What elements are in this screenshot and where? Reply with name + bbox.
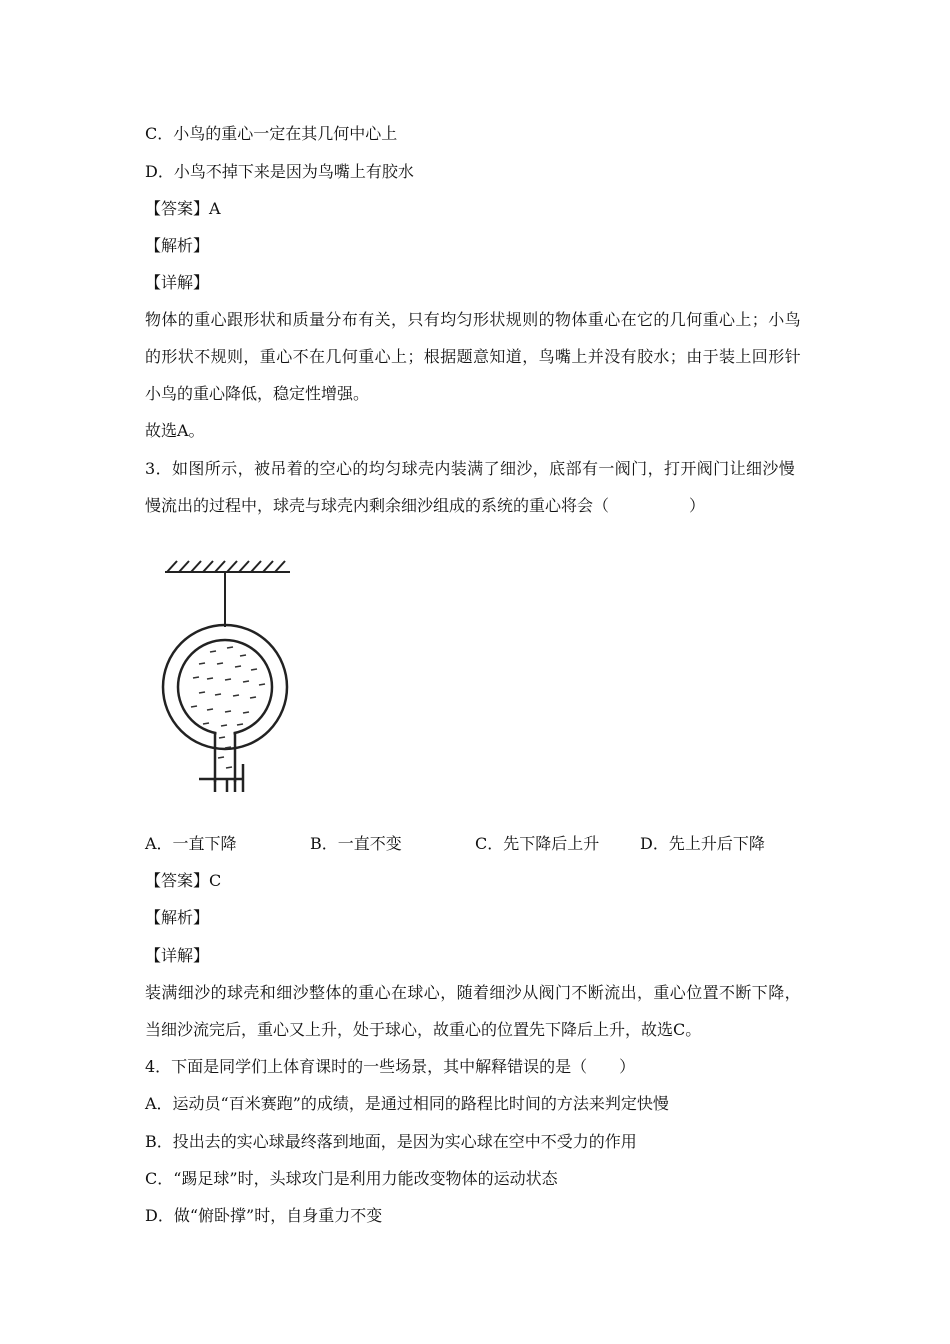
q3-option-d: D．先上升后下降: [640, 834, 765, 853]
explanation-line: 物体的重心跟形状和质量分布有关，只有均匀形状规则的物体重心在它的几何重心上；小鸟: [145, 310, 802, 329]
analysis-label: 【解析】: [145, 236, 210, 255]
valve-pipe: [215, 732, 235, 782]
q3-option-b: B．一直不变: [310, 834, 402, 853]
detail-label: 【详解】: [145, 273, 210, 292]
explanation-line: 的形状不规则，重心不在几何重心上；根据题意知道，鸟嘴上并没有胶水；由于装上回形针: [145, 347, 802, 366]
q3-detail-label: 【详解】: [145, 946, 210, 965]
q3-option-c: C．先下降后上升: [475, 834, 600, 853]
q3-answer-label: 【答案】C: [145, 871, 222, 890]
q4-option-b: B．投出去的实心球最终落到地面，是因为实心球在空中不受力的作用: [145, 1132, 637, 1151]
option-d: D．小鸟不掉下来是因为鸟嘴上有胶水: [145, 162, 414, 181]
q3-explanation-line: 装满细沙的球壳和细沙整体的重心在球心，随着细沙从阀门不断流出，重心位置不断下降，: [145, 983, 802, 1002]
sand-sphere-diagram: [155, 552, 305, 797]
q4-option-a: A．运动员“百米赛跑”的成绩，是通过相同的路程比时间的方法来判定快慢: [145, 1094, 669, 1113]
q3-option-a: A．一直下降: [145, 834, 237, 853]
ceiling: [165, 561, 290, 572]
valve-handle: [199, 764, 243, 792]
q4-option-d: D．做“俯卧撑”时，自身重力不变: [145, 1206, 383, 1225]
q3-stem-line: 3．如图所示，被吊着的空心的均匀球壳内装满了细沙，底部有一阀门，打开阀门让细沙慢: [145, 459, 796, 478]
answer-label: 【答案】A: [145, 199, 221, 218]
q3-stem-line: 慢流出的过程中，球壳与球壳内剩余细沙组成的系统的重心将会（ ）: [145, 496, 706, 515]
option-c: C．小鸟的重心一定在其几何中心上: [145, 124, 398, 143]
explanation-line: 小鸟的重心降低，稳定性增强。: [145, 384, 370, 403]
inner-shell: [178, 640, 272, 734]
q3-explanation-line: 当细沙流完后，重心又上升，处于球心，故重心的位置先下降后上升，故选C。: [145, 1020, 702, 1039]
q4-stem: 4．下面是同学们上体育课时的一些场景，其中解释错误的是（ ）: [145, 1057, 636, 1076]
q3-analysis-label: 【解析】: [145, 908, 210, 927]
conclusion-line: 故选A。: [145, 421, 205, 440]
q4-option-c: C．“踢足球”时，头球攻门是利用力能改变物体的运动状态: [145, 1169, 558, 1188]
